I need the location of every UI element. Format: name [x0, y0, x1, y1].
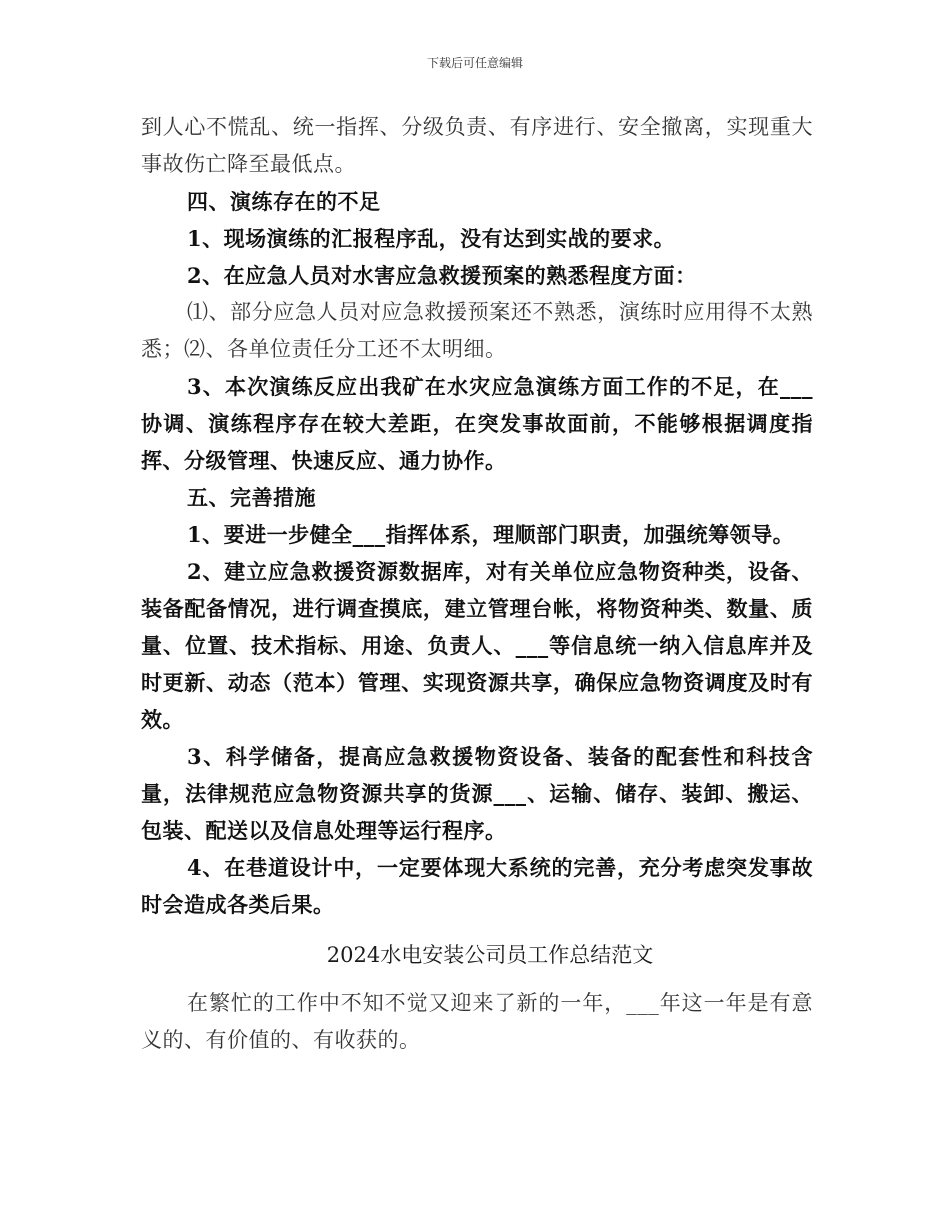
- shortcoming-item-2: 2、在应急人员对水害应急救援预案的熟悉程度方面：: [187, 263, 697, 288]
- improvement-item-3: 3、科学储备，提高应急救援物资设备、装备的配套性和科技含量，法律规范应急物资源共享的货源___、运输、储存、装卸、搬运、包装、配送以及信息处理等运行程序。: [141, 744, 813, 843]
- section-title: 2024水电安装公司员工作总结范文: [326, 943, 654, 967]
- heading-improvements: 五、完善措施: [187, 485, 316, 510]
- shortcoming-item-2-detail: ⑴、部分应急人员对应急救援预案还不熟悉，演练时应用得不太熟悉；⑵、各单位责任分工还不太明细。: [141, 300, 813, 361]
- improvement-item-1: 1、要进一步健全___指挥体系，理顺部门职责，加强统筹领导。: [187, 522, 795, 547]
- intro-paragraph: 在繁忙的工作中不知不觉又迎来了新的一年，___年这一年是有意义的、有价值的、有收获的。: [141, 991, 813, 1052]
- page-header: 下载后可任意编辑: [426, 56, 523, 70]
- paragraph-continuation: 到人心不慌乱、统一指挥、分级负责、有序进行、安全撤离，实现重大事故伤亡降至最低点。: [141, 115, 813, 176]
- shortcoming-item-1: 1、现场演练的汇报程序乱，没有达到实战的要求。: [187, 226, 676, 251]
- document-body: [141, 109, 813, 1059]
- shortcoming-item-3: 3、本次演练反应出我矿在水灾应急演练方面工作的不足，在___协调、演练程序存在较大差距，在突发事故面前，不能够根据调度指挥、分级管理、快速反应、通力协作。: [141, 374, 813, 473]
- improvement-item-2: 2、建立应急救援资源数据库，对有关单位应急物资种类，设备、装备配备情况，进行调查摸底，建立管理台帐，将物资种类、数量、质量、位置、技术指标、用途、负责人、___等信息统一纳入信息库并及时更新、动态（范本）管理、实现资源共享，确保应急物资调度及时有效。: [141, 559, 813, 732]
- heading-shortcomings: 四、演练存在的不足: [187, 189, 381, 214]
- improvement-item-4: 4、在巷道设计中，一定要体现大系统的完善，充分考虑突发事故时会造成各类后果。: [141, 855, 813, 917]
